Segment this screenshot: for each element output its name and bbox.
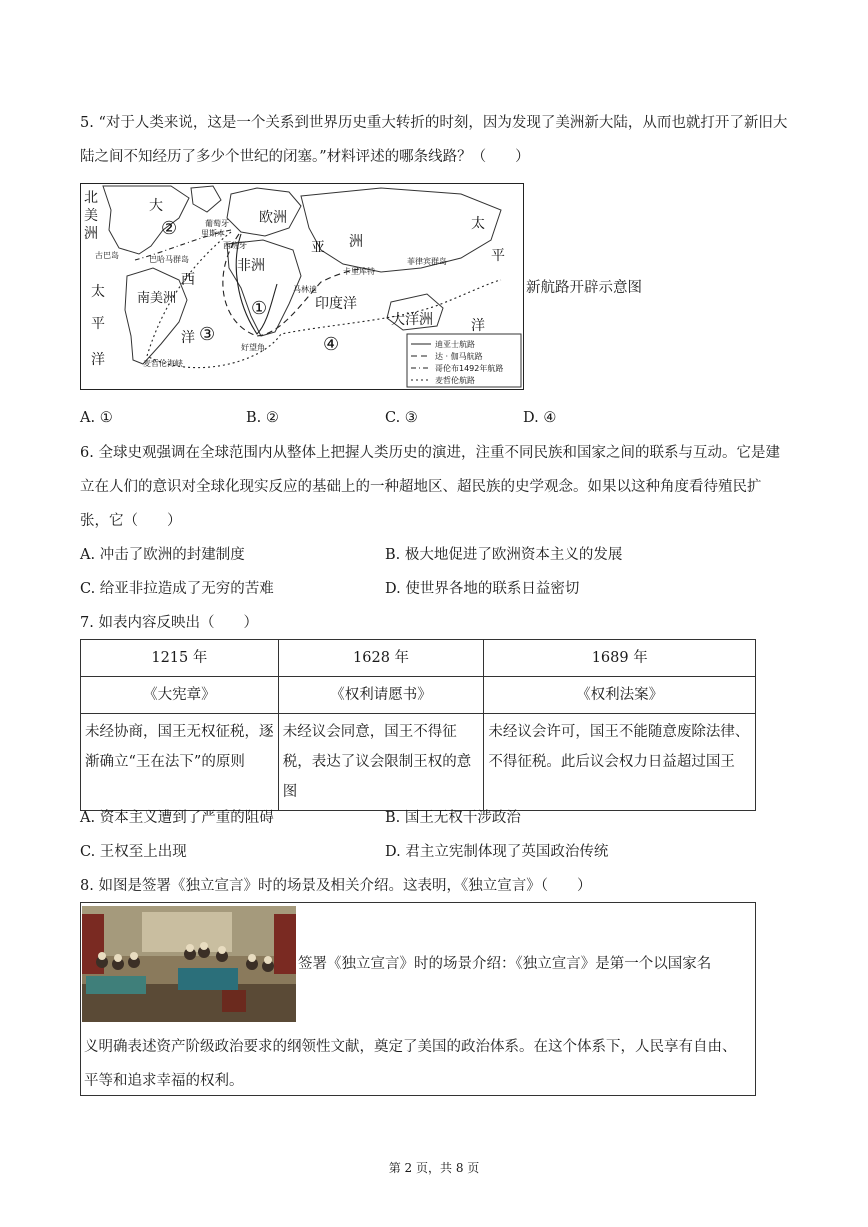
label-bahamas: 巴哈马群岛 [149,255,189,264]
q8-intro-rest: 义明确表述资产阶级政治要求的纲领性文献，奠定了美国的政治体系。在这个体系下，人民享有自由、平等和追求幸福的权利。 [84,1039,737,1089]
label-good-hope: 好望角 [241,343,265,352]
new-routes-map [80,183,524,390]
label-north-america-vertical [84,190,98,242]
pacific-left-2: 平 [91,316,105,332]
pacific-right-1: 太 [471,216,485,232]
declaration-painting [82,906,296,1022]
table-cell-doc-bill-of-rights: 《权利法案》 [484,677,756,714]
label-spain: 西班牙 [223,241,247,250]
legend-columbus: 哥伦布1492年航路 [435,364,504,373]
q5-option-a[interactable]: A. ① [80,410,113,426]
label-south-america: 南美洲 [137,291,177,306]
pacific-right-2: 平 [491,248,505,264]
label-portugal: 葡萄牙 [205,219,229,228]
label-lisbon: 里斯本 [201,229,225,238]
pacific-left-3: 洋 [91,352,105,368]
route-number-3: ③ [199,324,216,345]
label-magellan-strait: 麦哲伦海峡 [143,359,183,368]
q5-option-c[interactable]: C. ③ [385,410,418,426]
label-africa: 非洲 [237,258,265,274]
table-cell-year-1689: 1689 年 [484,640,756,677]
q5-text: 5. “对于人类来说，这是一个关系到世界历史重大转折的时刻，因为发现了美洲新大陆，从而也就打开了新旧大陆之间不知经历了多少个世纪的闭塞。”材料评述的哪条线路？（ ） [80,115,788,165]
pacific-right-3: 洋 [471,318,485,334]
table-cell-content-1628: 未经议会同意，国王不得征税，表达了议会限制王权的意图 [278,714,484,811]
label-atlantic-xi: 西 [181,272,195,288]
table-cell-content-1215: 未经协商，国王无权征税，逐渐确立“王在法下”的原则 [81,714,279,811]
map-svg [81,184,523,389]
label-atlantic-da: 大 [149,198,163,214]
legend-magellan: 麦哲伦航路 [435,376,475,385]
table-row [81,714,756,811]
q7-option-b[interactable]: B. 国王无权干涉政治 [385,810,521,826]
page-footer: 第 2 页，共 8 页 [388,1161,480,1175]
label-north-america-char: 美 [84,208,98,224]
q5-option-b[interactable]: B. ② [246,410,279,426]
label-malindi: 马林迪 [293,285,317,294]
q7-option-d[interactable]: D. 君主立宪制体现了英国政治传统 [385,844,609,860]
painting-svg [82,906,296,1022]
map-caption: 新航路开辟示意图 [526,280,642,296]
q5-option-d[interactable]: D. ④ [523,410,557,426]
table-cell-year-1215: 1215 年 [81,640,279,677]
q6-option-a[interactable]: A. 冲击了欧洲的封建制度 [80,547,245,563]
label-oceania: 大洋洲 [391,312,433,328]
label-calicut: 卡里库特 [343,267,375,276]
table-cell-content-1689: 未经议会许可，国王不能随意废除法律、不得征税。此后议会权力日益超过国王 [484,714,756,811]
table-cell-year-1628: 1628 年 [278,640,484,677]
route-number-1: ① [251,298,268,319]
q6-option-c[interactable]: C. 给亚非拉造成了无穷的苦难 [80,581,274,597]
q8-intro-line1: 签署《独立宣言》时的场景介绍：《独立宣言》是第一个以国家名 [298,956,712,972]
label-philippines: 菲律宾群岛 [407,257,447,266]
q7-option-c[interactable]: C. 王权至上出现 [80,844,187,860]
table-cell-doc-petition: 《权利请愿书》 [278,677,484,714]
route-number-2: ② [161,218,178,239]
label-asia-ya: 亚 [311,240,325,256]
q8-text: 8. 如图是签署《独立宣言》时的场景及相关介绍。这表明，《独立宣言》（ ） [80,878,592,894]
label-north-america-char: 北 [84,190,98,206]
label-cuba: 古巴岛 [95,251,119,260]
q6-option-b[interactable]: B. 极大地促进了欧洲资本主义的发展 [385,547,623,563]
label-atlantic-yang: 洋 [181,330,195,346]
legend-da-gama: 达 · 伽马航路 [435,352,483,361]
legend-dias: 迪亚士航路 [435,340,475,349]
table-cell-doc-magna-carta: 《大宪章》 [81,677,279,714]
label-europe: 欧洲 [259,210,287,226]
label-asia-zhou: 洲 [349,234,363,250]
q7-option-a[interactable]: A. 资本主义遭到了严重的阻碍 [80,810,274,826]
q7-text: 7. 如表内容反映出（ ） [80,615,258,631]
q7-table [80,639,756,811]
pacific-left-1: 太 [91,284,105,300]
table-row [81,677,756,714]
greenland-land [191,186,221,212]
table-row [81,640,756,677]
label-indian-ocean: 印度洋 [315,296,357,312]
label-north-america-char: 洲 [84,226,98,242]
q6-text: 6. 全球史观强调在全球范围内从整体上把握人类历史的演进，注重不同民族和国家之间的联系与互动。它是建立在人们的意识对全球化现实反应的基础上的一种超地区、超民族的史学观念。如果以这种角度看待殖民扩张，它（ ） [80,445,780,529]
route-number-4: ④ [323,334,340,355]
map-legend [407,334,521,387]
south-america-land [125,268,187,364]
q6-option-d[interactable]: D. 使世界各地的联系日益密切 [385,581,580,597]
